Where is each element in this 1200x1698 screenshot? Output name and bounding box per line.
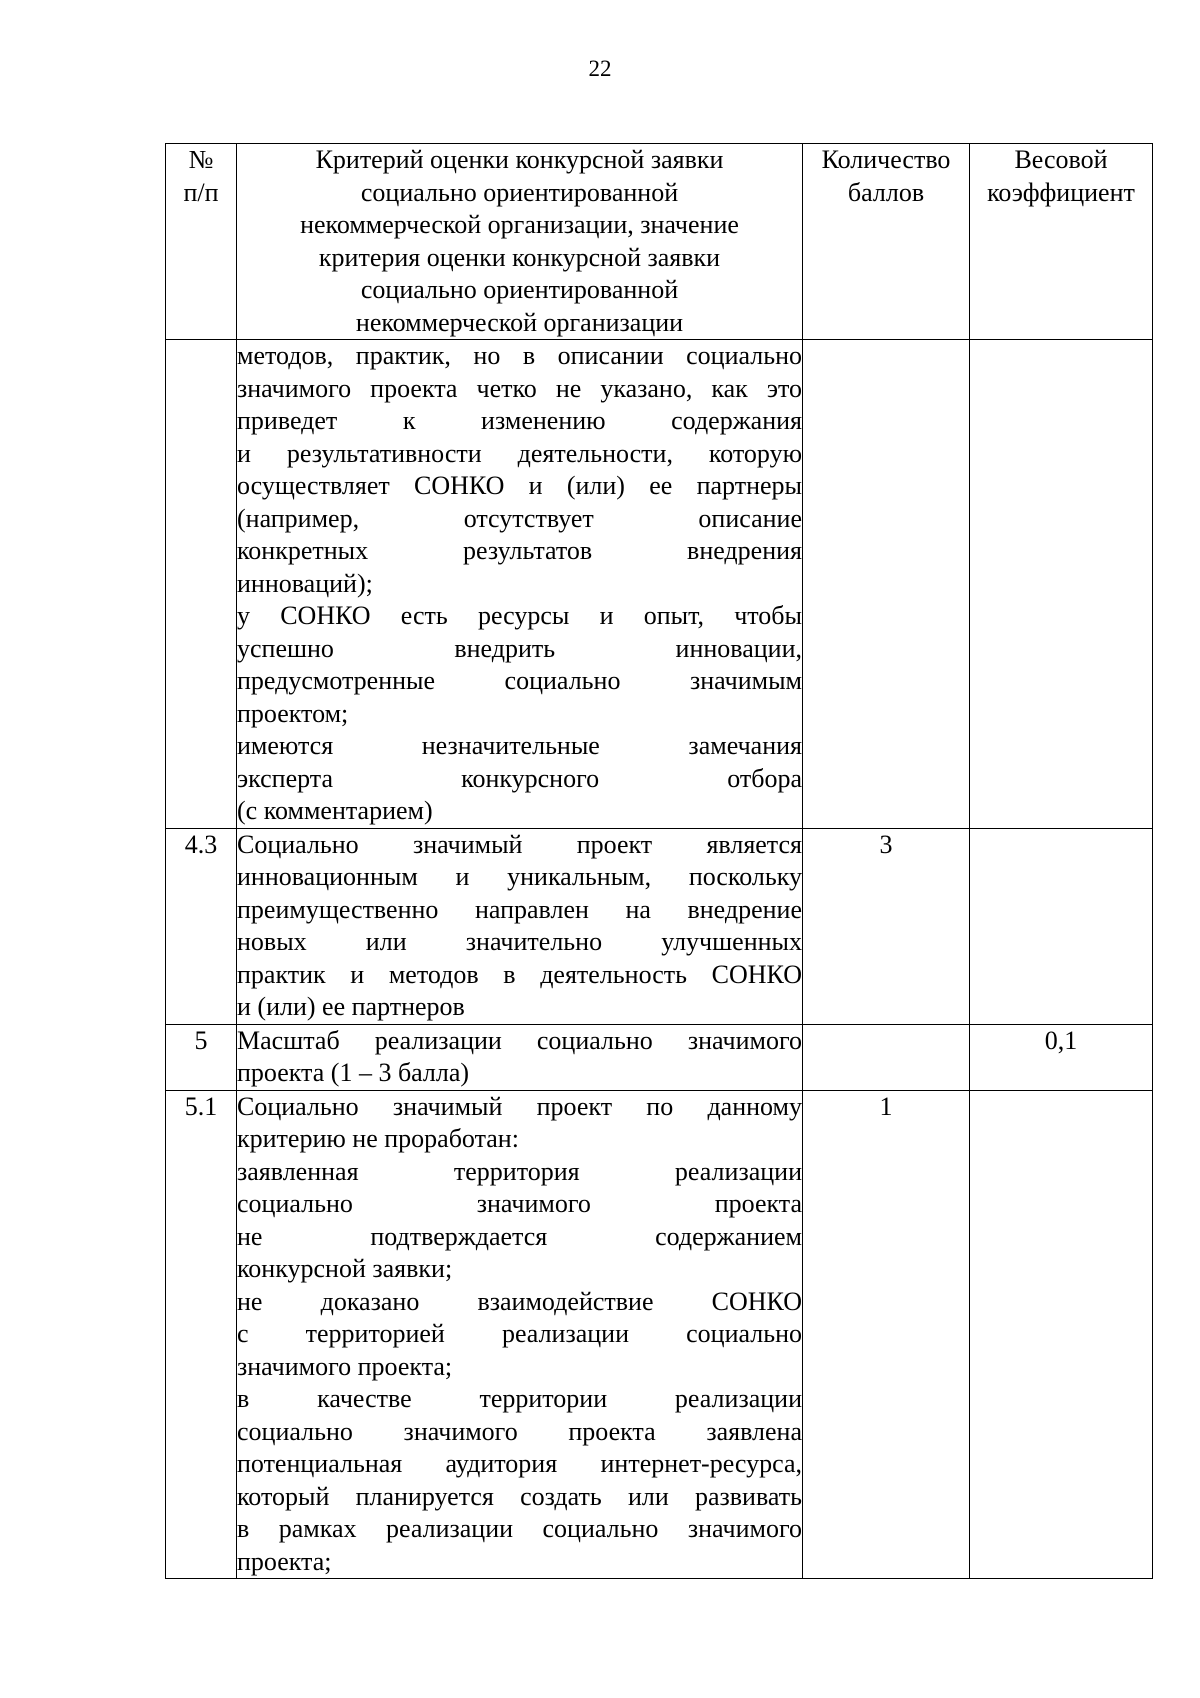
row-points-cell: 1 <box>803 1090 970 1579</box>
criterion-text-line: который планируется создать или развивать <box>237 1481 802 1511</box>
criterion-text-line: приведет к изменению содержания <box>237 406 802 435</box>
row-points-cell <box>803 1024 970 1090</box>
criteria-table <box>165 143 1153 1579</box>
page-number: 22 <box>588 56 612 81</box>
criterion-text-line: конкретных результатов внедрения <box>237 536 802 565</box>
criterion-text-line: проекта; <box>237 1546 332 1576</box>
table-row <box>166 828 1153 1024</box>
header-points <box>803 144 970 340</box>
header-weight-line: коэффициент <box>987 177 1135 207</box>
row-number-cell: 5.1 <box>166 1090 237 1579</box>
criterion-text-line: значимого проекта четко не указано, как это <box>237 373 802 403</box>
criterion-text-line: (например, отсутствует описание <box>237 503 802 533</box>
header-criterion-line: критерия оценки конкурсной заявки <box>318 242 721 272</box>
table-row <box>166 1024 1153 1090</box>
criterion-text-line: Социально значимый проект по данному <box>237 1091 802 1121</box>
table-row <box>166 340 1153 829</box>
criterion-text-line: в качестве территории реализации <box>237 1384 802 1413</box>
criterion-text-line: практик и методов в деятельность СОНКО <box>237 959 802 989</box>
criterion-text-line: проекта (1 – 3 балла) <box>237 1058 470 1087</box>
row-weight-cell <box>970 1090 1153 1579</box>
criterion-text-line: имеются незначительные замечания <box>237 731 802 760</box>
row-criterion-cell <box>237 1024 803 1090</box>
row-weight-cell <box>970 340 1153 829</box>
criterion-text-line: новых или значительно улучшенных <box>237 927 802 956</box>
row-criterion-cell <box>237 828 803 1024</box>
criterion-text-line: (с комментарием) <box>237 796 433 825</box>
row-criterion-cell <box>237 340 803 829</box>
criterion-text-line: у СОНКО есть ресурсы и опыт, чтобы <box>237 601 802 630</box>
header-weight-line: Весовой <box>1014 145 1108 174</box>
criterion-text-line: социально значимого проекта заявлена <box>237 1416 802 1446</box>
header-weight <box>970 144 1153 340</box>
table-header-row <box>166 144 1153 340</box>
criterion-text-line: предусмотренные социально значимым <box>237 666 802 695</box>
criterion-text-line: потенциальная аудитория интернет-ресурса, <box>237 1449 802 1478</box>
header-criterion-line: Критерий оценки конкурсной заявки <box>315 145 724 174</box>
criterion-text-line: социально значимого проекта <box>237 1189 802 1218</box>
criterion-text-line: Масштаб реализации социально значимого <box>237 1025 802 1055</box>
row-criterion-cell <box>237 1090 803 1579</box>
criterion-text-line: и результативности деятельности, которую <box>237 438 802 468</box>
criterion-text-line: конкурсной заявки; <box>237 1254 453 1283</box>
header-number <box>166 144 237 340</box>
header-points-line: Количество <box>821 145 951 174</box>
header-criterion-line: социально ориентированной <box>360 177 679 207</box>
row-number-cell: 4.3 <box>166 828 237 1024</box>
criterion-text-line: инновационным и уникальным, поскольку <box>237 862 802 891</box>
row-points-cell: 3 <box>803 828 970 1024</box>
criterion-text-line: проектом; <box>237 698 349 728</box>
header-number-line: № <box>188 145 214 174</box>
criterion-text-line: эксперта конкурсного отбора <box>237 763 802 793</box>
table-body <box>166 340 1153 1579</box>
criterion-text-line: заявленная территория реализации <box>237 1156 802 1186</box>
table-row <box>166 1090 1153 1579</box>
row-number-cell: 5 <box>166 1024 237 1090</box>
row-points-cell <box>803 340 970 829</box>
criterion-text-line: осуществляет СОНКО и (или) ее партнеры <box>237 471 802 500</box>
criterion-text-line: инноваций); <box>237 568 373 598</box>
row-number-cell <box>166 340 237 829</box>
criterion-text-line: преимущественно направлен на внедрение <box>237 894 802 924</box>
header-number-line: п/п <box>183 177 219 207</box>
criterion-text-line: и (или) ее партнеров <box>237 992 465 1021</box>
header-criterion-line: некоммерческой организации <box>355 307 684 337</box>
criterion-text-line: Социально значимый проект является <box>237 829 802 859</box>
row-weight-cell: 0,1 <box>970 1024 1153 1090</box>
criterion-text-line: критерию не проработан: <box>237 1124 519 1153</box>
header-criterion-line: социально ориентированной <box>360 275 679 304</box>
criterion-text-line: успешно внедрить инновации, <box>237 633 802 663</box>
header-points-line: баллов <box>847 177 925 207</box>
criterion-text-line: в рамках реализации социально значимого <box>237 1514 802 1543</box>
header-criterion-line: некоммерческой организации, значение <box>300 210 739 239</box>
criterion-text-line: методов, практик, но в описании социально <box>237 341 802 370</box>
criterion-text-line: не доказано взаимодействие СОНКО <box>237 1286 802 1316</box>
row-weight-cell <box>970 828 1153 1024</box>
criterion-text-line: значимого проекта; <box>237 1351 453 1381</box>
criterion-text-line: с территорией реализации социально <box>237 1319 802 1348</box>
criterion-text-line: не подтверждается содержанием <box>237 1221 802 1251</box>
header-criterion <box>237 144 803 340</box>
